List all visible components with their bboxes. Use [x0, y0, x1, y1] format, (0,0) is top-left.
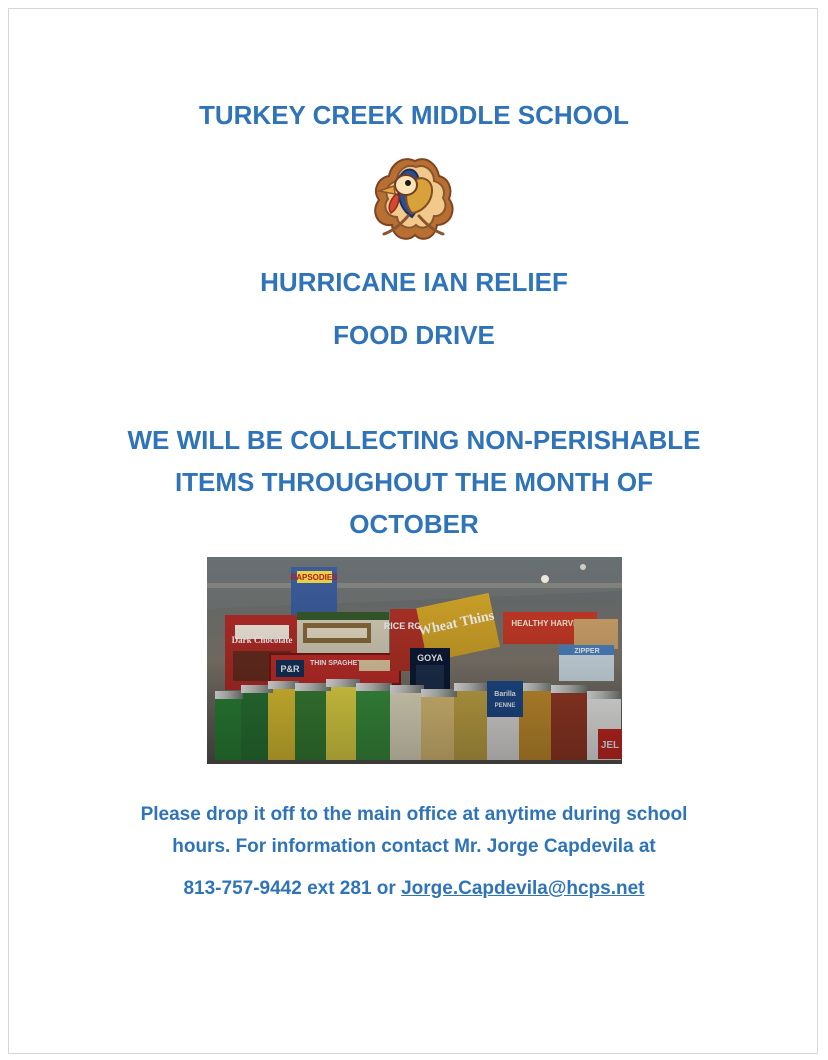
dropoff-instructions-line-2: hours. For information contact Mr. Jorge Capdevila at — [172, 836, 656, 857]
contact-email-link[interactable]: Jorge.Capdevila@hcps.net — [401, 878, 645, 899]
school-name: TURKEY CREEK MIDDLE SCHOOL — [199, 100, 629, 130]
collection-announcement-line-1: WE WILL BE COLLECTING NON-PERISHABLE — [127, 425, 701, 455]
contact-line — [0, 875, 828, 903]
dropoff-instructions-line-1: Please drop it off to the main office at anytime during school — [140, 804, 688, 825]
collection-announcement-line-3: OCTOBER — [349, 509, 479, 539]
phone-number-text: 813-757-9442 ext 281 or — [183, 878, 402, 899]
non-perishable-food-photo — [207, 557, 622, 764]
event-title: HURRICANE IAN RELIEF — [260, 267, 568, 297]
event-subtitle: FOOD DRIVE — [333, 320, 495, 350]
turkey-mascot-icon — [367, 147, 459, 245]
collection-announcement-line-2: ITEMS THROUGHOUT THE MONTH OF — [174, 467, 654, 497]
